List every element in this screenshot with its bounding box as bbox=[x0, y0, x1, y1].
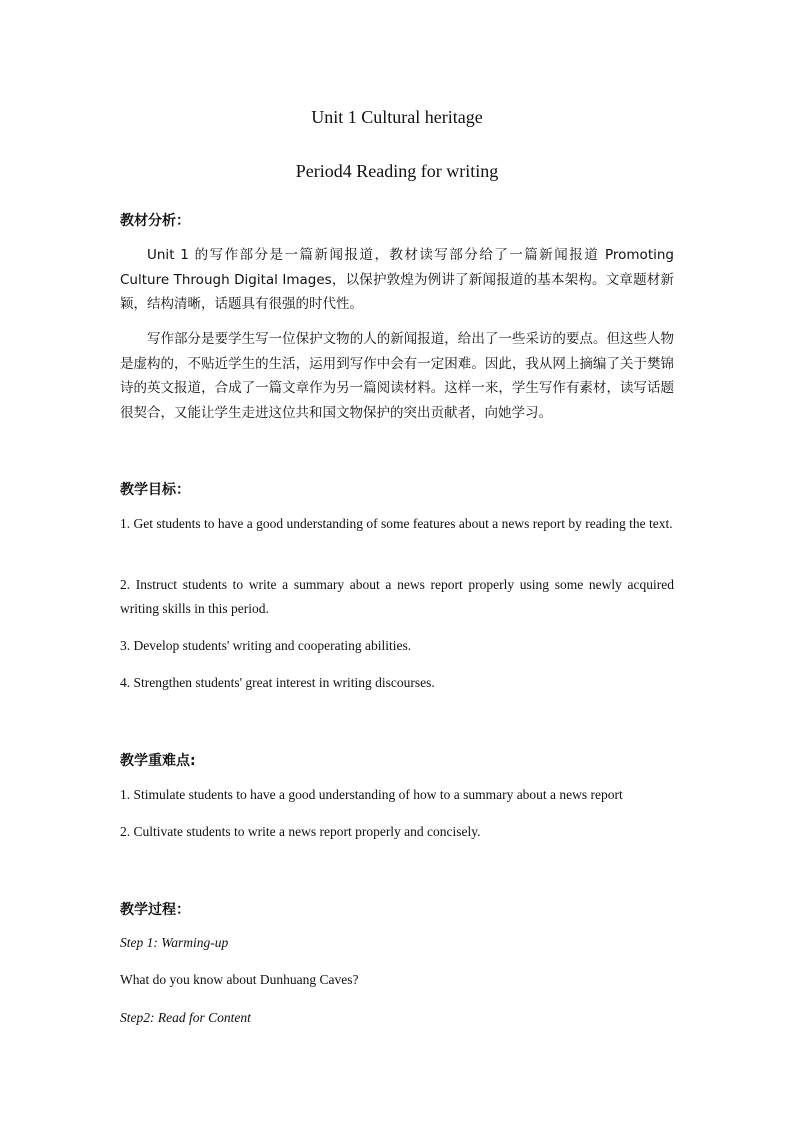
key-point-item: 1. Stimulate students to have a good understanding of how to a summary about a news report bbox=[120, 787, 623, 802]
document-subtitle: Period4 Reading for writing bbox=[295, 161, 499, 181]
analysis-paragraph-1: Unit 1 的写作部分是一篇新闻报道，教材读写部分给了一篇新闻报道 Promoting Culture Through Digital Images，以保护敦煌为例讲了新闻报道的基本架构。文章题材新颖，结构清晰，话题具有很强的时代性。 bbox=[120, 247, 674, 312]
step-1-label: Step 1: Warming-up bbox=[120, 935, 229, 950]
section-heading-analysis: 教材分析： bbox=[120, 213, 190, 229]
objective-item: 4. Strengthen students' great interest in writing discourses. bbox=[120, 675, 435, 690]
section-heading-process: 教学过程： bbox=[120, 902, 190, 918]
step-2-label: Step2: Read for Content bbox=[120, 1010, 251, 1025]
section-heading-key-points: 教学重难点: bbox=[120, 753, 196, 769]
key-point-item: 2. Cultivate students to write a news report properly and concisely. bbox=[120, 824, 481, 839]
analysis-paragraph-2: 写作部分是要学生写一位保护文物的人的新闻报道，给出了一些采访的要点。但这些人物是虚构的，不贴近学生的生活，运用到写作中会有一定困难。因此，我从网上摘编了关于樊锦诗的英文报道，合成了一篇文章作为另一篇阅读材料。这样一来，学生写作有素材，读写话题很契合，又能让学生走进这位共和国文物保护的突出贡献者，向她学习。 bbox=[120, 331, 674, 421]
objective-item: 2. Instruct students to write a summary about a news report properly using some newly acquired writing skills in this period. bbox=[120, 577, 674, 616]
document-title: Unit 1 Cultural heritage bbox=[311, 107, 483, 127]
objective-item: 3. Develop students' writing and cooperating abilities. bbox=[120, 638, 412, 653]
objective-item: 1. Get students to have a good understanding of some features about a news report by reading the text. bbox=[120, 516, 673, 531]
warmup-question: What do you know about Dunhuang Caves? bbox=[120, 972, 359, 987]
section-heading-objectives: 教学目标： bbox=[120, 482, 190, 498]
